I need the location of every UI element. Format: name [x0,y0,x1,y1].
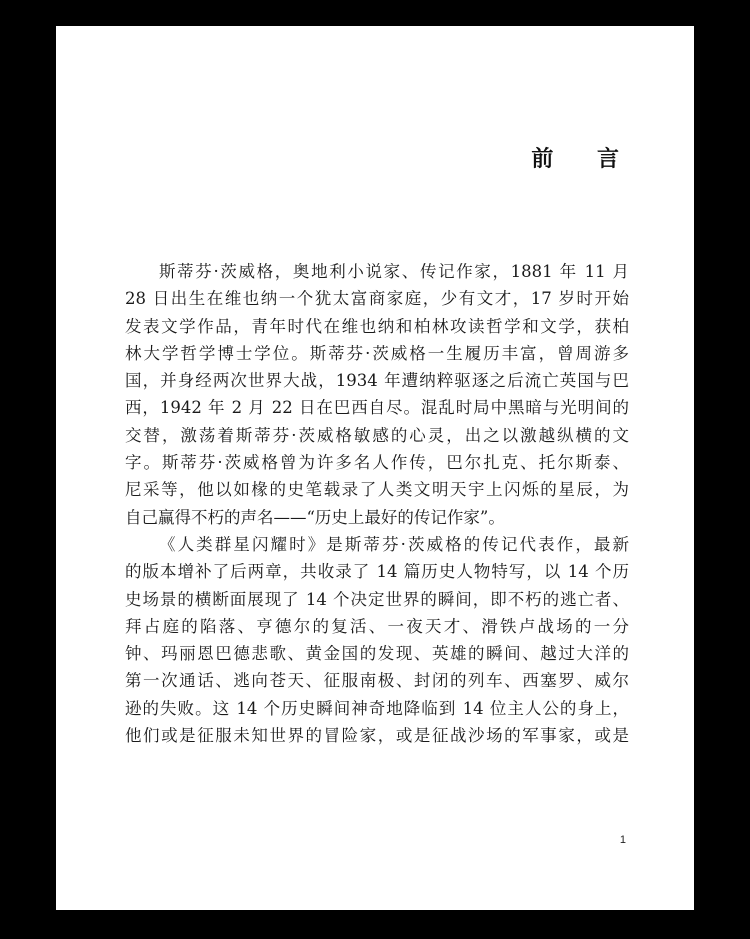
page-number: 1 [619,834,626,846]
text-line: 逊的失败。这 14 个历史瞬间神奇地降临到 14 位主人公的身上， [125,698,629,718]
text-line: 史场景的横断面展现了 14 个决定世界的瞬间，即不朽的逃亡者、 [125,589,629,609]
text-line: 的版本增补了后两章，共收录了 14 篇历史人物特写，以 14 个历 [125,562,629,582]
text-line: 拜占庭的陷落、亨德尔的复活、一夜天才、滑铁卢战场的一分 [125,616,629,636]
text-line: 28 日出生在维也纳一个犹太富商家庭，少有文才，17 岁时开始 [125,289,629,309]
text-line: 发表文学作品，青年时代在维也纳和柏林攻读哲学和文学，获柏 [125,316,629,336]
text-line: 第一次通话、逃向苍天、征服南极、封闭的列车、西塞罗、威尔 [125,671,629,691]
text-line: 斯蒂芬·茨威格，奥地利小说家、传记作家，1881 年 11 月 [159,262,629,281]
text-line: 国，并身经两次世界大战，1934 年遭纳粹驱逐之后流亡英国与巴 [125,371,629,391]
book-page [56,26,694,910]
paragraph-1 [125,258,629,531]
text-line: 交替，激荡着斯蒂芬·茨威格敏感的心灵，出之以激越纵横的文 [125,425,629,445]
text-line: 字。斯蒂芬·茨威格曾为许多名人作传，巴尔扎克、托尔斯泰、 [125,453,629,473]
text-line: 自己赢得不朽的声名——“历史上最好的传记作家”。 [125,507,505,527]
text-line: 《人类群星闪耀时》是斯蒂芬·茨威格的传记代表作，最新 [159,534,629,554]
body-text [125,258,629,749]
text-line: 林大学哲学博士学位。斯蒂芬·茨威格一生履历丰富，曾周游多 [125,343,629,363]
text-line: 尼采等，他以如椽的史笔载录了人类文明天宇上闪烁的星辰，为 [125,480,629,500]
text-line: 西，1942 年 2 月 22 日在巴西自尽。混乱时局中黑暗与光明间的 [125,398,629,418]
text-line: 钟、玛丽恩巴德悲歌、黄金国的发现、英雄的瞬间、越过大洋的 [125,644,629,664]
page-title: 前 言 [531,146,637,172]
paragraph-2 [125,531,629,749]
text-line: 他们或是征服未知世界的冒险家，或是征战沙场的军事家，或是 [125,726,629,746]
